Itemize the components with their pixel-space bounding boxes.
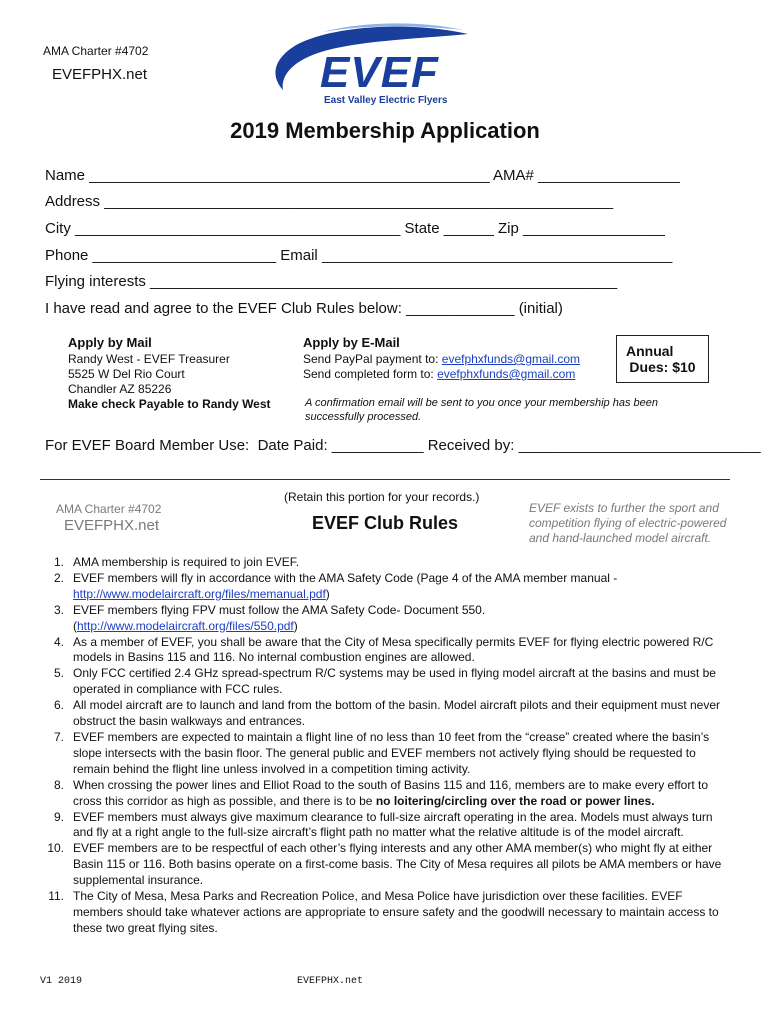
received-label: Received by: [427,437,515,454]
rule-text: EVEF members flying FPV must follow the AMA Safety Code- Document 550. [73,602,486,617]
rule-item [40,730,730,778]
rule-text: EVEF members are expected to maintain a flight line of no less than 10 feet from the “crease” created where the basin’s slope intersects with the basin floor. The general public and EVEF members not actively flying should be requested to remain behind the flight line unless involved in a competition timing activity. [73,729,710,776]
paypal-email-link[interactable]: evefphxfunds@gmail.com [441,352,581,366]
rule-item [40,698,730,730]
flying-label: Flying interests [45,273,146,290]
lower-site: EVEFPHX.net [64,517,160,534]
rule-bold-text: no loitering/circling over the road or power lines. [375,793,655,808]
confirmation-note: A confirmation email will be sent to you once your membership has been successfully processed. [305,397,658,423]
address-row [45,193,613,211]
rule-item [40,603,730,635]
initial-label: (initial) [518,300,563,317]
mail-heading: Apply by Mail [68,335,152,350]
rule-open-paren: ( [73,618,77,633]
initial-field[interactable]: _____________ [406,300,515,317]
rule-text: When crossing the power lines and Elliot Road to the south of Basins 115 and 116, members are to make every effort to cross this corridor as high as possible, and there is to be [73,777,709,808]
city-field[interactable]: _______________________________________ [75,220,401,237]
rule-item [40,778,730,810]
rule-text: All model aircraft are to launch and land from the bottom of the basin. Model aircraft pilots and their equipment must never obstruct the basin walkways and entrances. [73,698,721,729]
name-row [45,167,680,185]
mission-text: EVEF exists to further the sport and competition flying of electric-powered and hand-launched model aircraft. [529,501,727,545]
ama-field[interactable]: _________________ [538,167,680,184]
header-site: EVEFPHX.net [52,66,148,83]
email-line-2 [303,367,613,382]
rule-number: 8. [53,777,64,792]
logo-subtitle: East Valley Electric Flyers [324,95,448,106]
mail-section [68,335,298,412]
mail-line-4: Make check Payable to Randy West [68,397,271,411]
dues-line-2: Dues: $10 [629,359,696,375]
rule-text: The City of Mesa, Mesa Parks and Recreation Police, and Mesa Police have jurisdiction over these facilities. EVEF members should take whatever actions are appropriate to ensure safety and the goodwill necessary to maintain access to these two great flying sites. [73,889,719,935]
name-field[interactable]: ________________________________________________ [89,167,490,184]
email-section [303,335,613,382]
rule-item [40,810,730,842]
mail-line-2: 5525 W Del Rio Court [68,367,185,381]
rule-item [40,666,730,698]
state-field[interactable]: ______ [443,220,494,237]
rule-close-paren: ) [325,586,330,601]
rules-title: EVEF Club Rules [312,513,459,533]
ama-doc550-link[interactable]: http://www.modelaircraft.org/files/550.pdf [77,618,294,633]
city-row [45,220,665,238]
address-field[interactable]: _____________________________________________________________ [104,193,614,210]
header-charter: AMA Charter #4702 [43,44,149,58]
rule-number: 9. [53,809,64,824]
rule-number: 10. [47,841,64,856]
rule-text: Only FCC certified 2.4 GHz spread-spectrum R/C systems may be used in flying model aircraft at the basins and must be operated in compliance with FCC rules. [73,666,716,697]
rule-item [40,635,730,667]
rule-number: 11. [48,889,64,904]
board-text: For EVEF Board Member Use: Date Paid: [45,437,328,454]
rule-text: As a member of EVEF, you shall be aware that the City of Mesa specifically permits EVEF for flying electric powered R/C models in Basins 115 and 116. No internal combustion engines are allowed. [73,634,714,665]
name-label: Name [45,167,86,184]
rules-list [40,555,730,937]
flying-row [45,273,617,291]
rule-number: 1. [53,555,64,569]
board-row [45,437,761,455]
address-label: Address [45,193,101,210]
rule-number: 2. [53,570,64,585]
agree-text: I have read and agree to the EVEF Club Rules below: [45,300,402,317]
form-prefix: Send completed form to: [303,367,434,381]
rule-item [40,889,730,937]
footer-version: V1 2019 [40,976,83,987]
logo-wordmark: EVEF [320,48,439,97]
page-title: 2019 Membership Application [230,118,540,143]
cut-line [40,479,730,480]
paypal-prefix: Send PayPal payment to: [303,352,439,366]
ama-label: AMA# [492,167,534,184]
lower-charter: AMA Charter #4702 [56,502,162,516]
retain-note: (Retain this portion for your records.) [284,490,480,504]
zip-label: Zip [497,220,519,237]
email-line-1 [303,352,613,367]
footer-site: EVEFPHX.net [297,976,364,987]
dues-line-1: Annual [626,343,674,359]
city-label: City [45,220,71,237]
zip-field[interactable]: _________________ [523,220,665,237]
rule-text: EVEF members are to be respectful of each other’s flying interests and any other AMA member(s) who might fly at either Basin 115 or 116. Both basins operate on a first-come basis. The City of Mesa requires all pilots be AMA members or have supplemental insurance. [73,841,722,888]
agree-row [45,300,563,318]
received-field[interactable]: _____________________________ [518,437,761,454]
rule-item [40,555,730,571]
email-label: Email [280,247,318,264]
rule-text: AMA membership is required to join EVEF. [73,555,300,569]
rule-number: 4. [53,634,64,649]
rule-item [40,841,730,889]
rule-close-paren: ) [293,618,298,633]
form-email-link[interactable]: evefphxfunds@gmail.com [437,367,576,381]
state-label: State [404,220,440,237]
rule-text: EVEF members will fly in accordance with the AMA Safety Code (Page 4 of the AMA member manual - [73,570,618,585]
dues-box [616,335,709,383]
rule-number: 6. [53,698,64,713]
mail-line-3: Chandler AZ 85226 [68,382,172,396]
date-paid-field[interactable]: ___________ [331,437,424,454]
rule-number: 5. [53,666,64,681]
rule-number: 3. [53,602,64,617]
email-field[interactable]: __________________________________________ [321,247,673,264]
rule-text: EVEF members must always give maximum clearance to full-size aircraft operating in the area. Models must always turn and fly at a right angle to the full-size aircraft’s flight path no matter what the relative altitude is of the model aircraft. [73,809,713,840]
flying-field[interactable]: ________________________________________________________ [150,273,618,290]
email-heading: Apply by E-Mail [303,335,400,350]
rule-number: 7. [53,729,64,744]
rule-item [40,571,730,603]
ama-manual-link[interactable]: http://www.modelaircraft.org/files/memanual.pdf [73,586,326,601]
phone-field[interactable]: ______________________ [92,247,277,264]
mail-line-1: Randy West - EVEF Treasurer [68,352,230,366]
phone-row [45,247,672,265]
phone-label: Phone [45,247,89,264]
evef-logo [268,14,478,110]
